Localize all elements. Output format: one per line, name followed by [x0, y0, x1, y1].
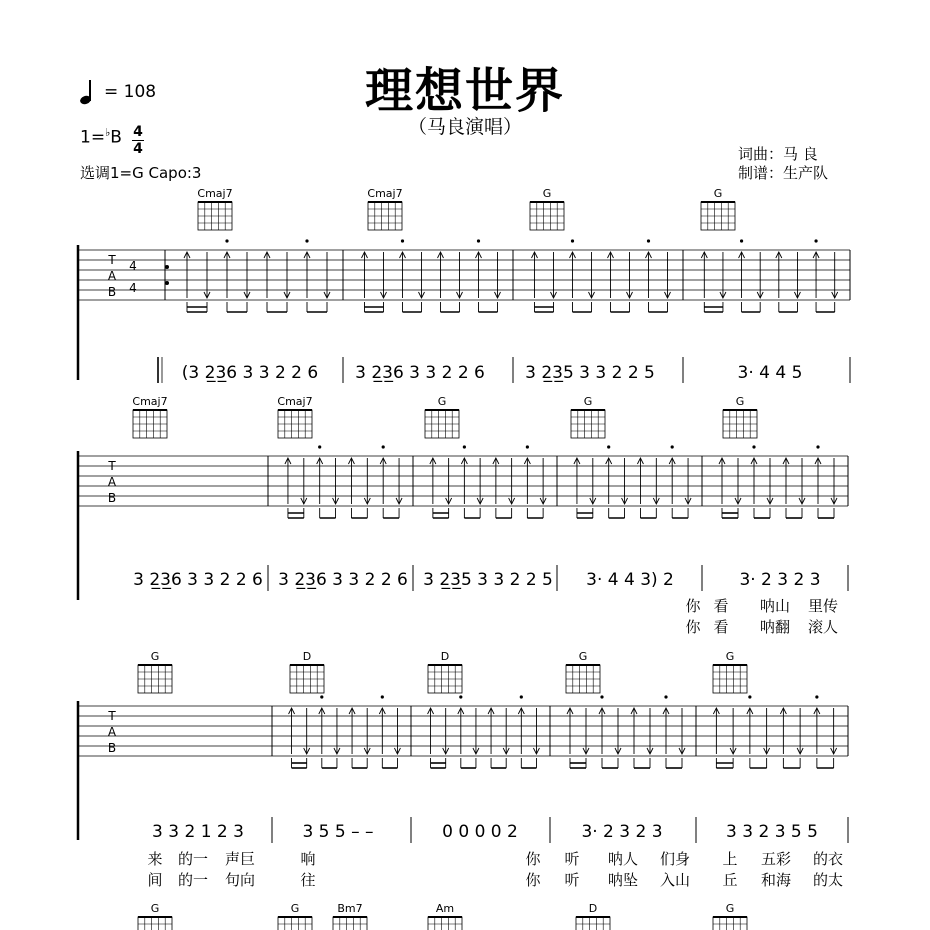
lyric-verse1: 里传 — [807, 597, 839, 615]
lyric-verse2: 句向 — [224, 871, 256, 889]
lyric-verse1: 看 — [713, 597, 729, 615]
tab-label-b: B — [107, 491, 117, 505]
accent-dot — [520, 695, 523, 698]
accent-dot — [748, 695, 751, 698]
lyric-verse2: 听 — [564, 871, 580, 889]
tab-label-b: B — [107, 741, 117, 755]
key-signature: 1=♭B — [80, 126, 122, 148]
tab-timesig-top: 4 — [129, 259, 137, 273]
lyric-verse2: 你 — [525, 871, 541, 889]
chord-diagram — [138, 917, 172, 930]
accent-dot — [459, 695, 462, 698]
accent-dot — [401, 239, 404, 242]
lyric-verse1: 呐山 — [759, 597, 791, 615]
tab-label-b: B — [107, 285, 117, 299]
lyric-verse2: 滚人 — [807, 618, 839, 636]
arranger: 制谱：生产队 — [738, 164, 829, 182]
chord-name: G — [150, 902, 160, 915]
accent-dot — [381, 695, 384, 698]
chord-name: D — [588, 902, 598, 915]
jianpu-measure: 3· 4 4 3) 2 — [586, 570, 674, 590]
chord-name: G — [725, 902, 735, 915]
chord-diagram — [333, 917, 367, 930]
lyric-verse1: 上 — [722, 850, 738, 868]
chord-name: Cmaj7 — [197, 187, 233, 200]
tab-label-t: T — [108, 253, 116, 267]
tab-label-a: A — [107, 269, 117, 283]
lyric-verse2: 看 — [713, 618, 729, 636]
accent-dot — [463, 445, 466, 448]
chord-name: Am — [435, 902, 455, 915]
tab-timesig-bottom: 4 — [129, 281, 137, 295]
repeat-dot — [165, 265, 169, 269]
lyric-verse1: 响 — [300, 850, 316, 868]
jianpu-measure: 3 3 2 1 2 3 — [152, 822, 244, 842]
lyric-verse1: 你 — [525, 850, 541, 868]
lyric-verse1: 呐人 — [607, 850, 639, 868]
accent-dot — [600, 695, 603, 698]
chord-name: G — [290, 902, 300, 915]
tempo-value: = 108 — [104, 82, 157, 102]
chord-diagram — [278, 917, 312, 930]
jianpu-measure: 3· 2 3 2 3 — [581, 822, 663, 842]
chord-name: G — [150, 650, 160, 663]
accent-dot — [814, 239, 817, 242]
lyric-verse2: 的一 — [177, 871, 209, 889]
chord-name: G — [713, 187, 723, 200]
accent-dot — [607, 445, 610, 448]
jianpu-measure: 0 0 0 0 2 — [442, 822, 518, 842]
jianpu-measure: 3 2̲3̲5 3 3 2 2 5 — [423, 570, 553, 590]
lyricist-composer: 词曲：马 良 — [738, 145, 818, 163]
chord-name: Cmaj7 — [132, 395, 168, 408]
chord-name: D — [302, 650, 312, 663]
chord-name: G — [725, 650, 735, 663]
tab-label-t: T — [108, 459, 116, 473]
accent-dot — [526, 445, 529, 448]
jianpu-measure: 3 5 5 – – — [302, 822, 374, 842]
tab-label-t: T — [108, 709, 116, 723]
lyric-verse1: 的一 — [177, 850, 209, 868]
accent-dot — [815, 695, 818, 698]
capo-info: 选调1=G Capo:3 — [80, 164, 202, 182]
lyric-verse2: 丘 — [722, 871, 738, 889]
chord-name: D — [440, 650, 450, 663]
chord-name: G — [735, 395, 745, 408]
accent-dot — [382, 445, 385, 448]
accent-dot — [752, 445, 755, 448]
accent-dot — [571, 239, 574, 242]
chord-diagram — [428, 917, 462, 930]
tab-label-a: A — [107, 475, 117, 489]
time-signature: 4 4 — [133, 124, 143, 157]
lyric-verse2: 呐翻 — [759, 618, 791, 636]
accent-dot — [320, 695, 323, 698]
accent-dot — [477, 239, 480, 242]
accent-dot — [647, 239, 650, 242]
lyric-verse2: 的太 — [812, 871, 844, 889]
jianpu-measure: (3 2̲3̲6 3 3 2 2 6 — [181, 363, 319, 383]
chord-name: Cmaj7 — [367, 187, 403, 200]
lyric-verse2: 呐坠 — [607, 871, 639, 889]
accent-dot — [318, 445, 321, 448]
jianpu-measure: 3 2̲3̲6 3 3 2 2 6 — [133, 570, 263, 590]
jianpu-measure: 3 3 2 3 5 5 — [726, 822, 818, 842]
jianpu-measure: 3 2̲3̲5 3 3 2 2 5 — [525, 363, 655, 383]
lyric-verse2: 间 — [147, 871, 163, 889]
jianpu-measure: 3· 2 3 2 3 — [739, 570, 821, 590]
accent-dot — [664, 695, 667, 698]
lyric-verse2: 你 — [685, 618, 701, 636]
chord-name: G — [583, 395, 593, 408]
repeat-dot — [165, 281, 169, 285]
lyric-verse2: 入山 — [659, 871, 691, 889]
chord-name: Cmaj7 — [277, 395, 313, 408]
lyric-verse1: 们身 — [659, 850, 691, 868]
lyric-verse1: 的衣 — [812, 850, 844, 868]
lyric-verse1: 五彩 — [760, 850, 792, 868]
chord-diagram — [713, 917, 747, 930]
lyric-verse1: 你 — [685, 597, 701, 615]
lyric-verse2: 和海 — [760, 871, 792, 889]
lyric-verse1: 声巨 — [224, 850, 256, 868]
song-subtitle: （马良演唱） — [407, 116, 522, 138]
song-title: 理想世界 — [364, 63, 565, 119]
tab-label-a: A — [107, 725, 117, 739]
jianpu-measure: 3 2̲3̲6 3 3 2 2 6 — [278, 570, 408, 590]
accent-dot — [816, 445, 819, 448]
chord-diagram — [576, 917, 610, 930]
accent-dot — [740, 239, 743, 242]
lyric-verse1: 听 — [564, 850, 580, 868]
jianpu-measure: 3 2̲3̲6 3 3 2 2 6 — [355, 363, 485, 383]
accent-dot — [305, 239, 308, 242]
chord-name: Bm7 — [337, 902, 363, 915]
chord-name: G — [437, 395, 447, 408]
accent-dot — [225, 239, 228, 242]
chord-name: G — [542, 187, 552, 200]
lyric-verse1: 来 — [147, 850, 163, 868]
chord-name: G — [578, 650, 588, 663]
lyric-verse2: 往 — [300, 871, 316, 889]
accent-dot — [671, 445, 674, 448]
jianpu-measure: 3· 4 4 5 — [737, 363, 803, 383]
